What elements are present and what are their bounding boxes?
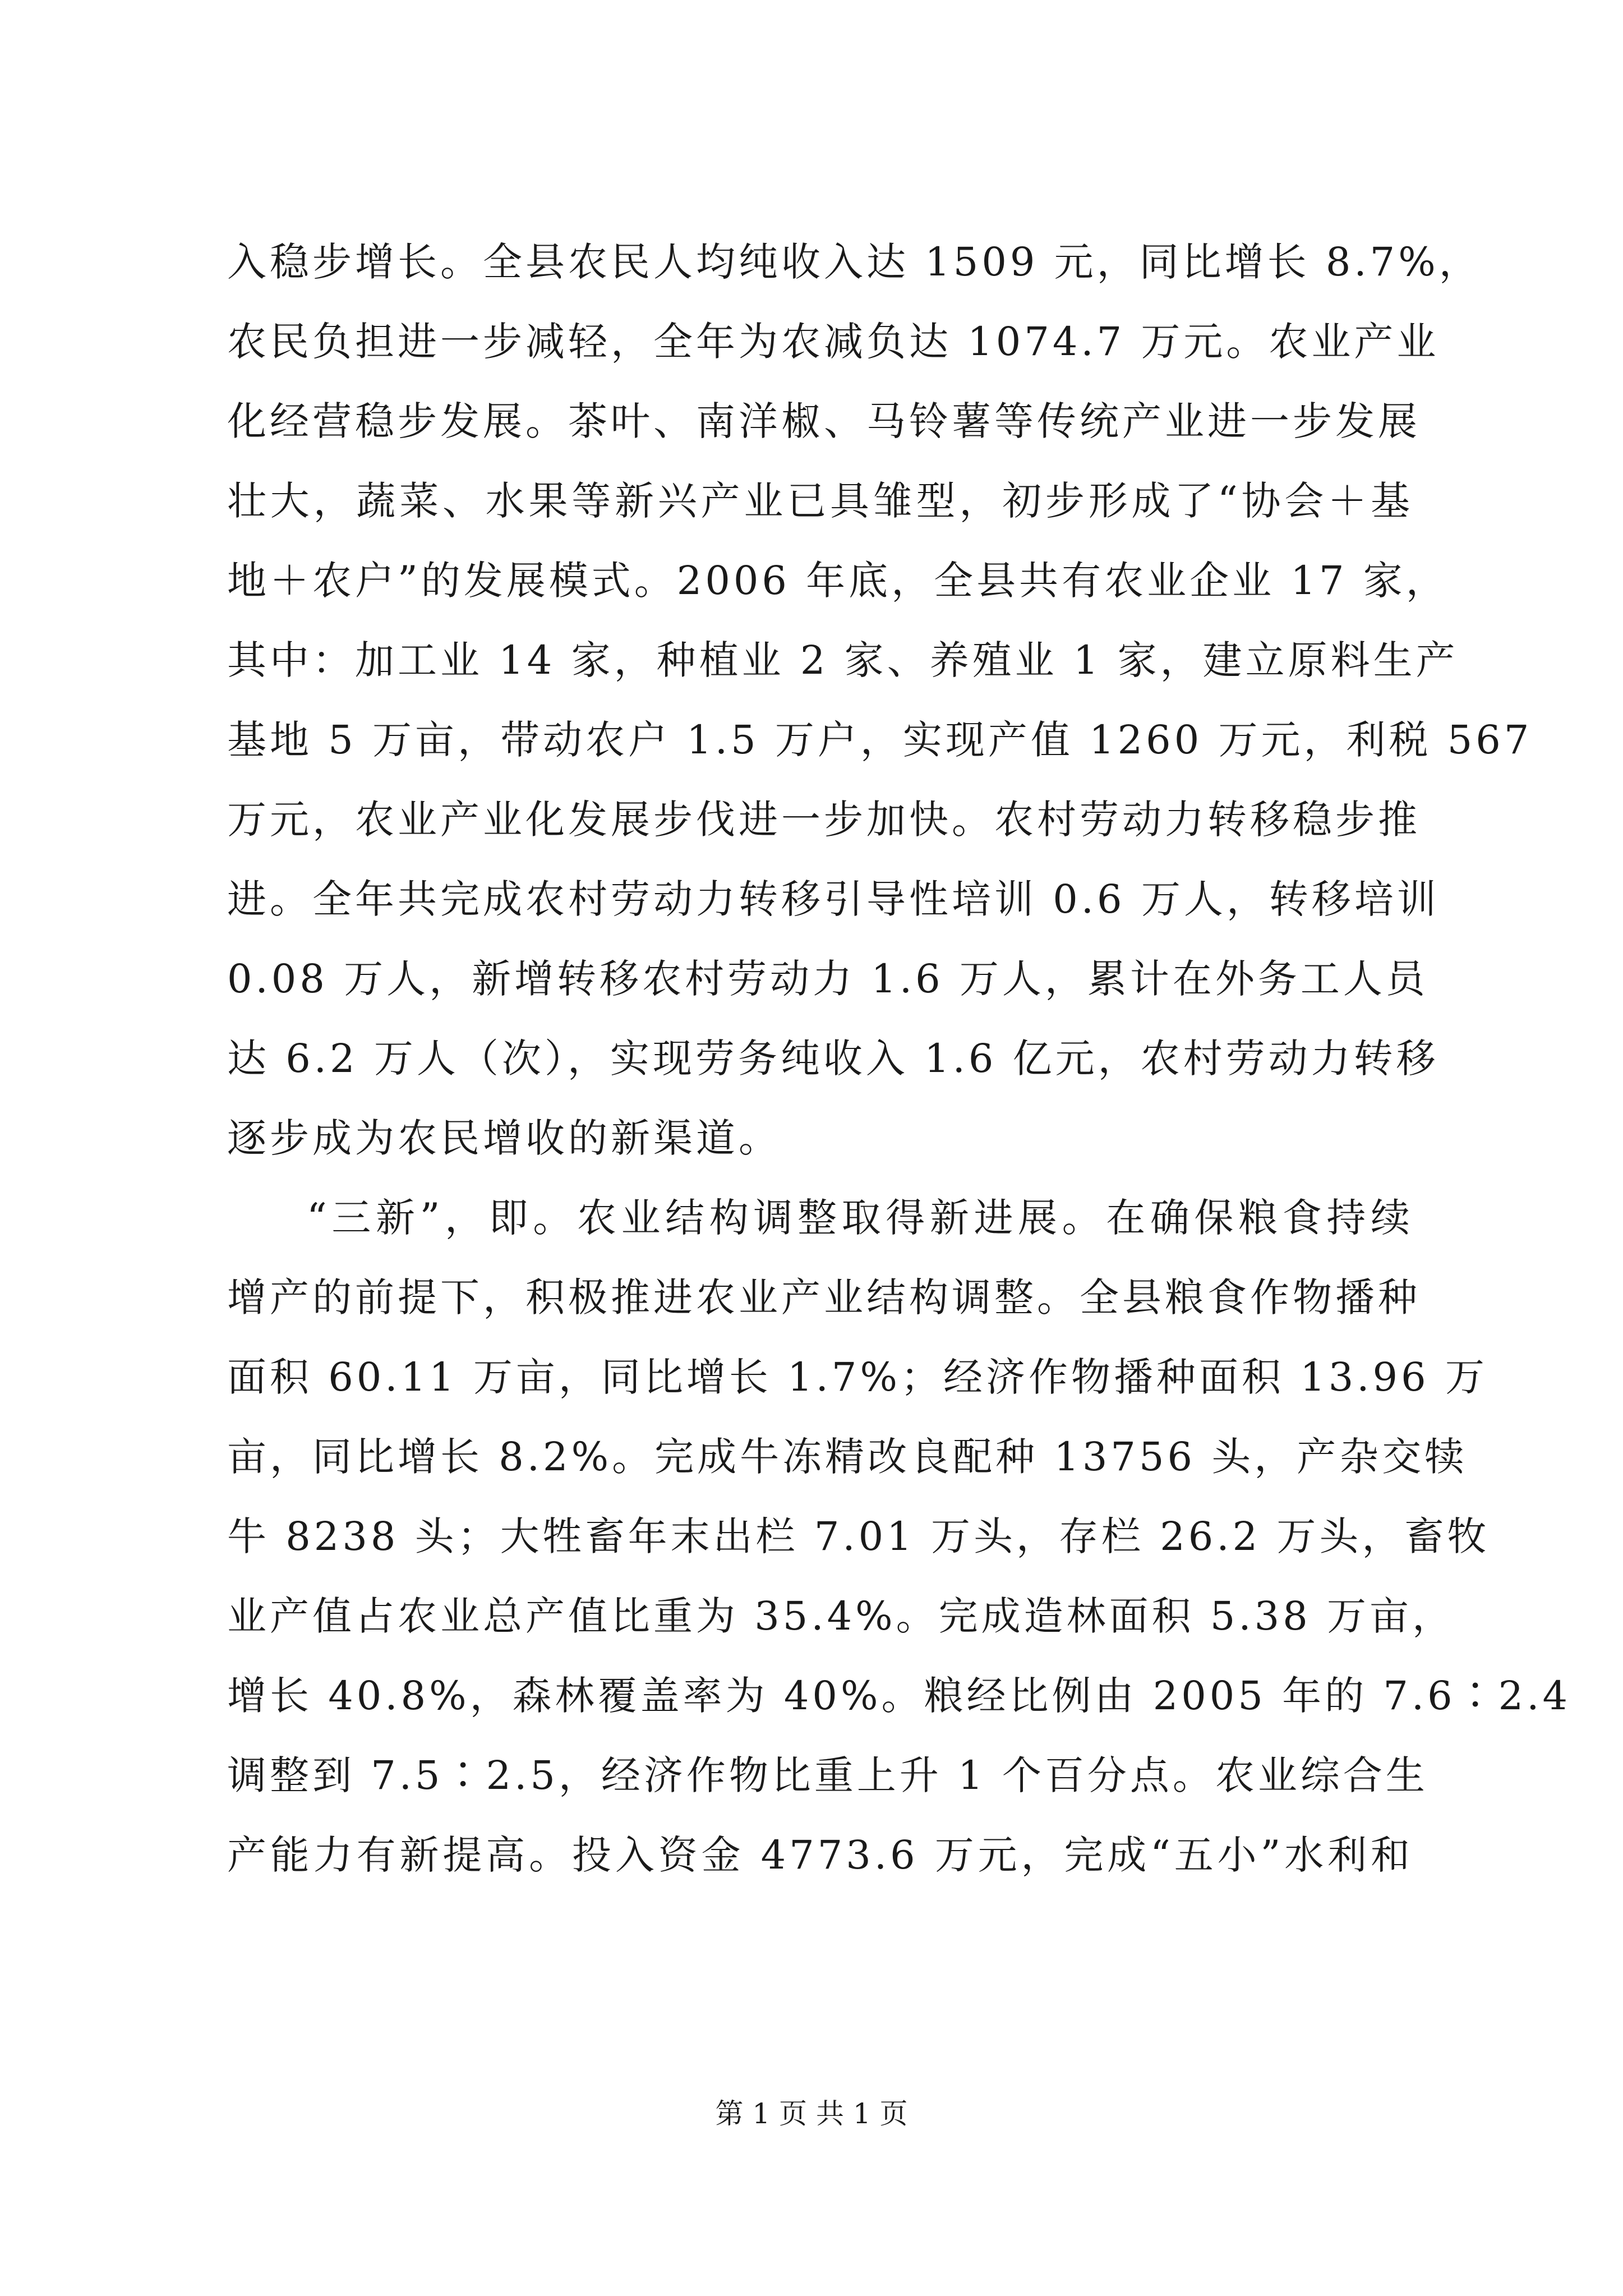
- text-line: 业产值占农业总产值比重为 35.4%。完成造林面积 5.38 万亩，: [227, 1593, 1455, 1639]
- text-line: 调整到 7.5∶2.5，经济作物比重上升 1 个百分点。农业综合生: [227, 1752, 1428, 1798]
- text-line: 农民负担进一步减轻，全年为农减负达 1074.7 万元。农业产业: [227, 319, 1440, 365]
- text-line: 增长 40.8%，森林覆盖率为 40%。粮经比例由 2005 年的 7.6∶2.4: [227, 1673, 1571, 1719]
- text-line: 亩，同比增长 8.2%。完成牛冻精改良配种 13756 头，产杂交犊: [227, 1434, 1468, 1480]
- text-line: 0.08 万人，新增转移农村劳动力 1.6 万人，累计在外务工人员: [227, 956, 1428, 1002]
- document-body: [227, 222, 1571, 1895]
- text-line: 地＋农户”的发展模式。2006 年底，全县共有农业企业 17 家，: [227, 558, 1449, 604]
- text-line: 万元，农业产业化发展步伐进一步加快。农村劳动力转移稳步推: [227, 797, 1421, 843]
- text-line: 产能力有新提高。投入资金 4773.6 万元，完成“五小”水利和: [227, 1832, 1413, 1878]
- text-line: 进。全年共完成农村劳动力转移引导性培训 0.6 万人，转移培训: [227, 876, 1440, 922]
- text-line: 化经营稳步发展。茶叶、南洋椒、马铃薯等传统产业进一步发展: [227, 398, 1421, 444]
- text-line: 其中：加工业 14 家，种植业 2 家、养殖业 1 家，建立原料生产: [227, 637, 1459, 683]
- text-line: “三新”，即。农业结构调整取得新进展。在确保粮食持续: [307, 1195, 1413, 1241]
- text-line: 增产的前提下，积极推进农业产业结构调整。全县粮食作物播种: [227, 1274, 1421, 1320]
- text-line: 达 6.2 万人（次），实现劳务纯收入 1.6 亿元，农村劳动力转移: [227, 1036, 1439, 1082]
- text-line: 牛 8238 头；大牲畜年末出栏 7.01 万头，存栏 26.2 万头，畜牧: [227, 1513, 1490, 1559]
- text-line: 壮大，蔬菜、水果等新兴产业已具雏型，初步形成了“协会＋基: [227, 478, 1413, 524]
- paragraph-1: [227, 222, 1533, 1178]
- text-line: 逐步成为农民增收的新渠道。: [227, 1115, 781, 1161]
- text-line: 基地 5 万亩，带动农户 1.5 万户，实现产值 1260 万元，利税 567: [227, 717, 1533, 763]
- text-line: 入稳步增长。全县农民人均纯收入达 1509 元，同比增长 8.7%，: [227, 239, 1482, 285]
- page-number-footer: 第 1 页 共 1 页: [715, 2097, 908, 2130]
- paragraph-2: [227, 1178, 1571, 1895]
- text-line: 面积 60.11 万亩，同比增长 1.7%；经济作物播种面积 13.96 万: [227, 1354, 1488, 1400]
